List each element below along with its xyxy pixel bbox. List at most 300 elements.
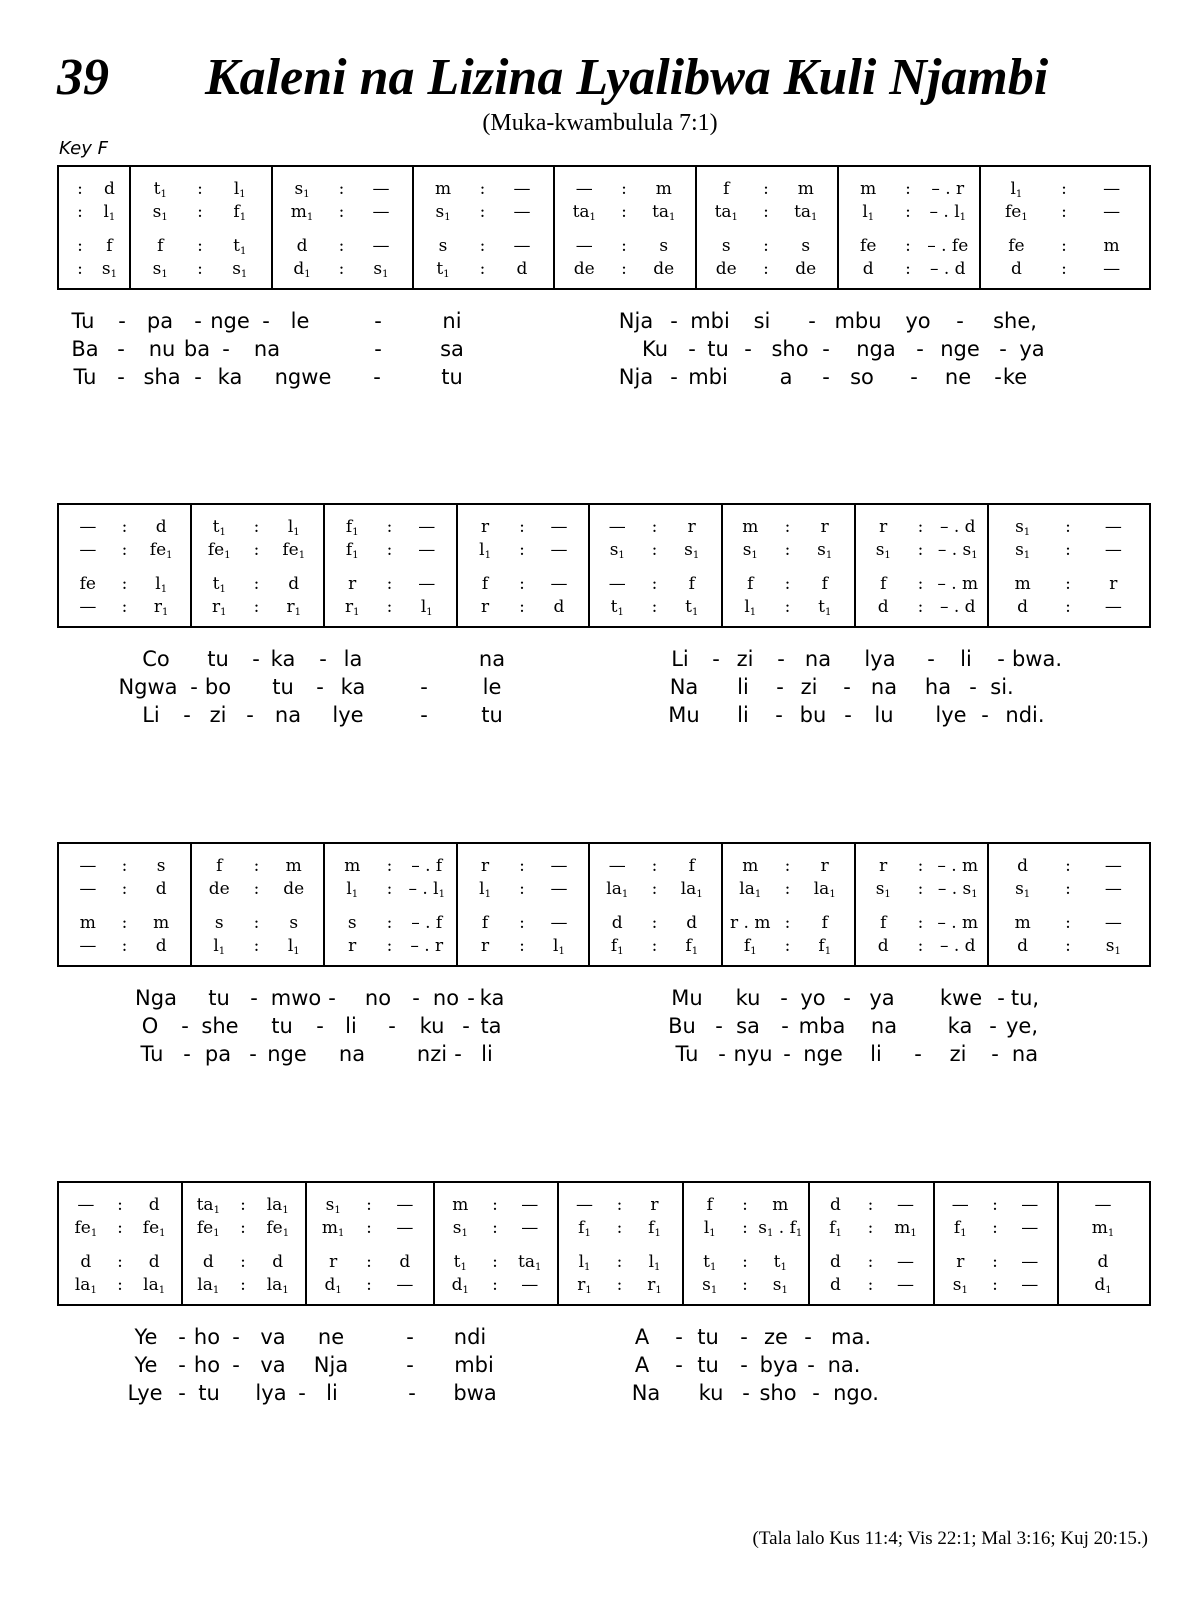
solfa-note: $t_1$ xyxy=(436,259,450,280)
beat-separator: : xyxy=(338,236,345,256)
beat-separator: : xyxy=(1065,879,1071,899)
syllable-hyphen: - xyxy=(776,675,784,699)
beat-separator: : xyxy=(742,1218,748,1238)
solfa-note: f xyxy=(880,913,887,933)
beat-separator: : xyxy=(992,1195,998,1215)
solfa-note: $fe_1$ xyxy=(1005,202,1028,223)
solfa-note: s xyxy=(659,236,669,256)
lyric-syllable: li xyxy=(326,1381,338,1405)
lyric-syllable: zi xyxy=(736,647,754,671)
solfa-note: m xyxy=(655,179,672,199)
beat-separator: : xyxy=(386,936,393,956)
lyric-line-verse-1 xyxy=(0,308,1200,334)
syllable-hyphen: - xyxy=(183,1042,191,1066)
lyric-syllable: na xyxy=(1011,1042,1039,1066)
syllable-hyphen: - xyxy=(420,675,428,699)
beat-separator: : xyxy=(121,540,128,560)
solfa-note: fe xyxy=(860,236,877,256)
beat-separator: : xyxy=(917,540,924,560)
solfa-note: $l_1$ xyxy=(233,179,246,200)
lyric-syllable: ndi. xyxy=(1005,703,1045,727)
lyric-syllable: mbu xyxy=(834,309,882,333)
lyric-syllable: zi xyxy=(949,1042,967,1066)
solfa-note: m xyxy=(797,179,814,199)
beat-separator: : xyxy=(905,236,911,256)
lyric-syllable: bwa xyxy=(453,1381,497,1405)
solfa-note: $f_1$ xyxy=(233,202,247,223)
solfa-note: — xyxy=(897,1195,914,1215)
beat-separator: : xyxy=(1065,540,1071,560)
beat-separator: : xyxy=(117,1195,123,1215)
beat-separator: : xyxy=(121,936,128,956)
lyric-syllable: zi xyxy=(209,703,227,727)
solfa-note: $l_1$ xyxy=(578,1252,591,1273)
tenor-part xyxy=(59,912,1153,934)
beat-separator: : xyxy=(121,856,128,876)
lyric-syllable: ba xyxy=(183,337,211,361)
syllable-hyphen: - xyxy=(388,1014,396,1038)
lyric-syllable: Ye xyxy=(134,1353,158,1377)
beat-separator: : xyxy=(784,879,791,899)
lyric-syllable: yo xyxy=(800,986,826,1010)
beat-separator: : xyxy=(917,517,924,537)
beat-separator: : xyxy=(253,540,260,560)
solfa-note: – . $s_1$ xyxy=(937,879,978,900)
lyric-syllable: la xyxy=(343,647,363,671)
solfa-note: d xyxy=(830,1195,841,1215)
solfa-note: — xyxy=(1021,1218,1039,1238)
solfa-note: — xyxy=(1104,879,1122,899)
solfa-note: d xyxy=(553,597,565,617)
beat-separator: : xyxy=(366,1195,372,1215)
solfa-note: $s_1$ xyxy=(435,202,451,223)
lyric-syllable: nge xyxy=(210,309,250,333)
beat-separator: : xyxy=(253,597,260,617)
lyric-syllable: li xyxy=(870,1042,882,1066)
solfa-note: — xyxy=(372,179,390,199)
solfa-note: $ta_1$ xyxy=(518,1252,542,1273)
beat-separator: : xyxy=(253,574,260,594)
solfa-note: — xyxy=(550,913,568,933)
syllable-hyphen: - xyxy=(328,986,336,1010)
syllable-hyphen: - xyxy=(740,1353,748,1377)
solfa-note: — xyxy=(396,1195,414,1215)
solfa-note: $la_1$ xyxy=(143,1275,166,1296)
solfa-note: f xyxy=(723,179,730,199)
lyric-syllable: no xyxy=(432,986,460,1010)
lyric-line-verse-1 xyxy=(0,1324,1200,1350)
lyric-syllable: ka xyxy=(479,986,505,1010)
lyric-line-verse-1 xyxy=(0,646,1200,672)
syllable-hyphen: - xyxy=(991,1042,999,1066)
syllable-hyphen: - xyxy=(117,365,125,389)
lyric-syllable: sa xyxy=(440,337,464,361)
beat-separator: : xyxy=(253,856,260,876)
solfa-note: r xyxy=(650,1195,659,1215)
solfa-note: $f_1$ xyxy=(610,936,624,957)
solfa-note: $s_1$ xyxy=(1015,540,1031,561)
beat-separator: : xyxy=(77,202,83,222)
solfa-note: – . f xyxy=(411,856,443,876)
score-system-3 xyxy=(57,842,1151,967)
solfa-note: — xyxy=(521,1195,539,1215)
solfa-note: m xyxy=(742,517,759,537)
beat-separator: : xyxy=(784,913,791,933)
lyric-syllable: le xyxy=(290,309,310,333)
beat-separator: : xyxy=(197,202,203,222)
lyric-syllable: li xyxy=(737,703,749,727)
beat-separator: : xyxy=(519,517,525,537)
lyric-line-verse-3 xyxy=(0,702,1200,728)
syllable-hyphen: - xyxy=(406,1325,414,1349)
solfa-note: $fe_1$ xyxy=(196,1218,220,1239)
lyric-syllable: Na xyxy=(631,1381,661,1405)
beat-separator: : xyxy=(479,259,486,279)
syllable-hyphen: - xyxy=(194,365,202,389)
lyric-syllable: tu xyxy=(272,675,294,699)
syllable-hyphen: - xyxy=(454,1042,462,1066)
lyric-syllable: she xyxy=(201,1014,239,1038)
beat-separator: : xyxy=(386,597,393,617)
solfa-note: f xyxy=(747,574,754,594)
lyric-syllable: sho xyxy=(771,337,809,361)
syllable-hyphen: - xyxy=(232,1353,240,1377)
lyric-syllable: tu xyxy=(441,365,463,389)
solfa-note: – . f xyxy=(411,913,443,933)
lyric-syllable: li xyxy=(345,1014,357,1038)
lyric-syllable: va xyxy=(260,1353,286,1377)
lyric-syllable: Li xyxy=(671,647,689,671)
soprano-part xyxy=(59,855,1153,877)
lyric-syllable: ya xyxy=(1019,337,1045,361)
lyric-syllable: ka xyxy=(270,647,296,671)
solfa-note: d xyxy=(103,179,115,199)
tenor-part xyxy=(59,235,1153,257)
beat-separator: : xyxy=(121,597,128,617)
solfa-note: — xyxy=(550,517,568,537)
beat-separator: : xyxy=(253,936,260,956)
beat-separator: : xyxy=(519,856,525,876)
solfa-note: $la_1$ xyxy=(813,879,836,900)
beat-separator: : xyxy=(197,179,203,199)
syllable-hyphen: - xyxy=(783,1042,791,1066)
solfa-note: $la_1$ xyxy=(606,879,629,900)
beat-separator: : xyxy=(366,1275,372,1295)
solfa-note: $t_1$ xyxy=(685,597,699,618)
solfa-note: $s_1$ . $f_1$ xyxy=(758,1218,803,1239)
syllable-hyphen: - xyxy=(373,365,381,389)
solfa-note: d xyxy=(155,517,167,537)
beat-separator: : xyxy=(763,236,769,256)
beat-separator: : xyxy=(905,259,911,279)
syllable-hyphen: - xyxy=(910,365,918,389)
solfa-note: — xyxy=(550,574,568,594)
solfa-note: $l_1$ xyxy=(862,202,875,223)
lyric-syllable: Tu xyxy=(675,1042,699,1066)
solfa-note: $r_1$ xyxy=(286,597,301,618)
beat-separator: : xyxy=(240,1252,246,1272)
hymn-title: Kaleni na Lizina Lyalibwa Kuli Njambi xyxy=(205,49,1049,106)
beat-separator: : xyxy=(917,913,924,933)
solfa-note: — xyxy=(79,856,97,876)
solfa-note: $ta_1$ xyxy=(572,202,596,223)
solfa-note: $fe_1$ xyxy=(266,1218,290,1239)
solfa-note: $ta_1$ xyxy=(714,202,738,223)
syllable-hyphen: - xyxy=(232,1325,240,1349)
solfa-note: de xyxy=(653,259,675,279)
solfa-note: $m_1$ xyxy=(321,1218,345,1239)
solfa-note: d xyxy=(1017,856,1029,876)
solfa-note: m xyxy=(772,1195,789,1215)
solfa-note: $s_1$ xyxy=(325,1195,341,1216)
beat-separator: : xyxy=(621,179,627,199)
solfa-note: m xyxy=(285,856,302,876)
lyric-syllable: ya xyxy=(869,986,895,1010)
lyric-syllable: Ngwa xyxy=(118,675,178,699)
solfa-note: s xyxy=(721,236,731,256)
lyric-syllable: ne xyxy=(317,1325,345,1349)
solfa-note: — xyxy=(1103,259,1121,279)
lyric-syllable: Mu xyxy=(671,986,703,1010)
lyric-syllable: zi xyxy=(800,675,818,699)
beat-separator: : xyxy=(763,202,769,222)
beat-separator: : xyxy=(651,936,658,956)
beat-separator: : xyxy=(621,202,627,222)
solfa-note: f xyxy=(821,913,828,933)
solfa-note: — xyxy=(1103,202,1121,222)
solfa-note: — xyxy=(79,517,97,537)
solfa-note: m xyxy=(434,179,452,199)
solfa-note: r xyxy=(329,1252,338,1272)
lyric-syllable: Nja xyxy=(618,309,654,333)
beat-separator: : xyxy=(742,1252,748,1272)
solfa-note: d xyxy=(1017,936,1029,956)
syllable-hyphen: - xyxy=(989,1014,997,1038)
key-signature: Key F xyxy=(59,138,108,159)
solfa-note: $t_1$ xyxy=(703,1252,717,1273)
lyric-syllable: tu xyxy=(271,1014,293,1038)
syllable-hyphen: - xyxy=(997,986,1005,1010)
beat-separator: : xyxy=(479,202,486,222)
lyric-syllable: tu xyxy=(707,337,729,361)
syllable-hyphen: - xyxy=(843,675,851,699)
beat-separator: : xyxy=(519,879,525,899)
solfa-note: $l_1$ xyxy=(287,517,300,538)
solfa-note: r xyxy=(687,517,696,537)
lyric-syllable: ngwe xyxy=(274,365,332,389)
lyric-syllable: Nga xyxy=(135,986,177,1010)
lyric-syllable: Li xyxy=(142,703,160,727)
lyric-syllable: na xyxy=(870,1014,898,1038)
bass-part xyxy=(59,935,1153,957)
syllable-hyphen: - xyxy=(246,703,254,727)
syllable-hyphen: - xyxy=(178,1381,186,1405)
beat-separator: : xyxy=(492,1252,498,1272)
solfa-note: — xyxy=(513,179,531,199)
lyric-syllable: ke xyxy=(1002,365,1028,389)
hymn-number: 39 xyxy=(57,49,109,106)
lyric-syllable: A xyxy=(634,1353,650,1377)
solfa-note: d xyxy=(877,936,889,956)
lyric-syllable: tu xyxy=(198,1381,220,1405)
solfa-note: — xyxy=(575,236,593,256)
alto-part xyxy=(59,878,1153,900)
lyric-syllable: ngo. xyxy=(833,1381,879,1405)
lyric-line-verse-2 xyxy=(0,1013,1200,1039)
lyric-syllable: na xyxy=(870,675,898,699)
solfa-note: – . d xyxy=(929,259,966,279)
syllable-hyphen: - xyxy=(916,337,924,361)
solfa-note: r xyxy=(480,517,490,537)
syllable-hyphen: - xyxy=(117,337,125,361)
solfa-note: d xyxy=(877,597,889,617)
solfa-note: – . m xyxy=(937,856,979,876)
lyric-syllable: nge xyxy=(267,1042,307,1066)
syllable-hyphen: - xyxy=(744,337,752,361)
solfa-note: — xyxy=(372,202,390,222)
lyric-line-verse-3 xyxy=(0,364,1200,390)
solfa-note: $ta_1$ xyxy=(652,202,676,223)
solfa-note: d xyxy=(296,236,308,256)
beat-separator: : xyxy=(492,1195,498,1215)
syllable-hyphen: - xyxy=(178,1353,186,1377)
beat-separator: : xyxy=(386,913,393,933)
solfa-note: fe xyxy=(79,574,96,594)
syllable-hyphen: - xyxy=(927,647,935,671)
syllable-hyphen: - xyxy=(252,647,260,671)
lyric-syllable: Tu xyxy=(140,1042,164,1066)
solfa-note: — xyxy=(418,517,436,537)
beat-separator: : xyxy=(616,1275,623,1295)
beat-separator: : xyxy=(338,259,345,279)
solfa-note: de xyxy=(573,259,595,279)
syllable-hyphen: - xyxy=(222,337,230,361)
solfa-note: $d_1$ xyxy=(1094,1275,1112,1296)
lyric-syllable: mbi xyxy=(690,309,730,333)
solfa-note: — xyxy=(418,540,436,560)
solfa-note: $l_1$ xyxy=(103,202,116,223)
beat-separator: : xyxy=(519,540,525,560)
solfa-note: $la_1$ xyxy=(197,1275,220,1296)
lyric-syllable: si xyxy=(753,309,771,333)
syllable-hyphen: - xyxy=(914,1042,922,1066)
beat-separator: : xyxy=(784,540,791,560)
solfa-note: $la_1$ xyxy=(739,879,762,900)
lyric-syllable: mba xyxy=(798,1014,846,1038)
solfa-note: $t_1$ xyxy=(610,597,624,618)
lyric-line-verse-2 xyxy=(0,674,1200,700)
solfa-note: — xyxy=(1104,517,1122,537)
solfa-note: $m_1$ xyxy=(1091,1218,1115,1239)
syllable-hyphen: - xyxy=(670,309,678,333)
syllable-hyphen: - xyxy=(781,1014,789,1038)
lyric-syllable: li xyxy=(737,675,749,699)
lyric-syllable: tu xyxy=(207,647,229,671)
syllable-hyphen: - xyxy=(997,647,1005,671)
beat-separator: : xyxy=(479,236,486,256)
lyric-syllable: ku xyxy=(735,986,761,1010)
lyric-syllable: a xyxy=(779,365,793,389)
solfa-note: $s_1$ xyxy=(152,202,168,223)
alto-part xyxy=(59,1217,1153,1239)
solfa-note: — xyxy=(77,1195,95,1215)
beat-separator: : xyxy=(77,236,83,256)
lyric-syllable: tu, xyxy=(1010,986,1040,1010)
solfa-note: — xyxy=(1104,540,1122,560)
beat-separator: : xyxy=(492,1218,498,1238)
solfa-note: d xyxy=(1010,259,1022,279)
solfa-note: d xyxy=(80,1252,92,1272)
beat-separator: : xyxy=(621,236,627,256)
solfa-note: $l_1$ xyxy=(420,597,433,618)
solfa-note: $s_1$ xyxy=(875,879,891,900)
solfa-note: d xyxy=(272,1252,284,1272)
solfa-note: $f_1$ xyxy=(743,936,757,957)
beat-separator: : xyxy=(992,1275,998,1295)
solfa-note: $l_1$ xyxy=(553,936,565,957)
solfa-note: – . m xyxy=(937,913,979,933)
beat-separator: : xyxy=(917,879,924,899)
beat-separator: : xyxy=(651,540,658,560)
solfa-note: r xyxy=(820,517,829,537)
solfa-note: — xyxy=(576,1195,593,1215)
syllable-hyphen: - xyxy=(740,1325,748,1349)
solfa-note: $r_1$ xyxy=(577,1275,592,1296)
syllable-hyphen: - xyxy=(994,365,1002,389)
solfa-note: fe xyxy=(1008,236,1025,256)
beat-separator: : xyxy=(253,517,260,537)
syllable-hyphen: - xyxy=(742,1381,750,1405)
lyric-syllable: Ku xyxy=(641,337,669,361)
solfa-note: d xyxy=(202,1252,214,1272)
solfa-note: — xyxy=(1104,856,1122,876)
solfa-note: — xyxy=(396,1218,414,1238)
beat-separator: : xyxy=(616,1252,623,1272)
lyric-syllable: sha xyxy=(143,365,181,389)
solfa-note: r xyxy=(820,856,829,876)
solfa-note: $s_1$ xyxy=(373,259,389,280)
solfa-note: – . d xyxy=(939,936,976,956)
beat-separator: : xyxy=(366,1218,372,1238)
lyric-line-verse-2 xyxy=(0,1352,1200,1378)
beat-separator: : xyxy=(1061,202,1067,222)
solfa-note: f xyxy=(880,574,887,594)
beat-separator: : xyxy=(1065,856,1071,876)
lyric-syllable: li xyxy=(481,1042,493,1066)
syllable-hyphen: - xyxy=(844,703,852,727)
solfa-note: $l_1$ xyxy=(155,574,168,595)
solfa-note: $f_1$ xyxy=(345,517,359,538)
solfa-note: de xyxy=(283,879,305,899)
solfa-note: f xyxy=(481,574,489,594)
lyric-syllable: Nja xyxy=(618,365,654,389)
syllable-hyphen: - xyxy=(808,309,816,333)
beat-separator: : xyxy=(867,1195,874,1215)
solfa-note: r xyxy=(348,936,357,956)
syllable-hyphen: - xyxy=(190,675,198,699)
beat-separator: : xyxy=(240,1275,246,1295)
beat-separator: : xyxy=(1065,936,1071,956)
soprano-part xyxy=(59,516,1153,538)
solfa-note: m xyxy=(1014,574,1031,594)
solfa-note: $r_1$ xyxy=(344,597,360,618)
beat-separator: : xyxy=(386,574,393,594)
solfa-note: d xyxy=(862,259,874,279)
score-system-2 xyxy=(57,503,1151,628)
lyric-syllable: ho xyxy=(193,1325,221,1349)
lyric-syllable: Mu xyxy=(668,703,700,727)
solfa-note: $f_1$ xyxy=(953,1218,967,1239)
